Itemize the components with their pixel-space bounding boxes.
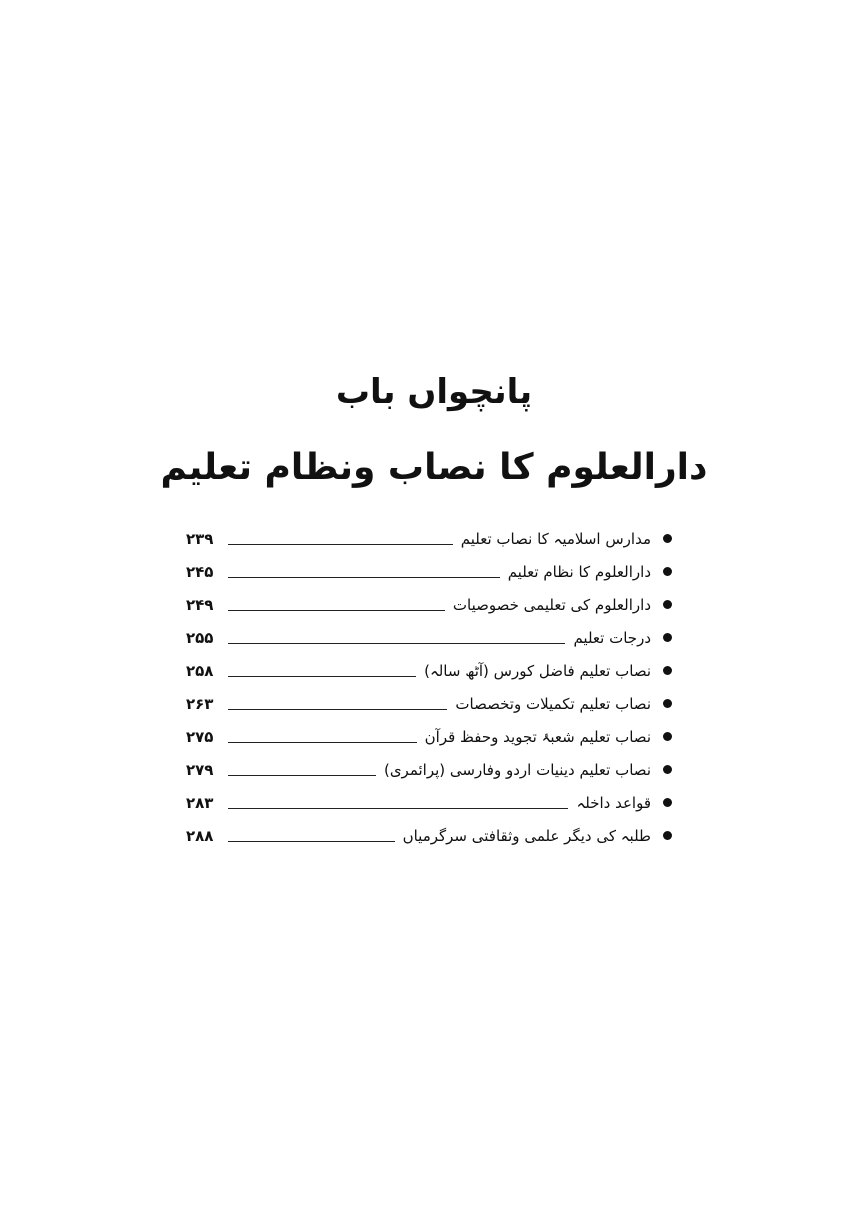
- toc-entry: [186, 522, 672, 555]
- toc-leader-line: [228, 543, 453, 545]
- chapter-label: پانچواں باب: [335, 372, 533, 412]
- bullet-icon: [663, 831, 672, 840]
- toc-page-number: ۲۸۸: [186, 826, 214, 845]
- toc-entry: [186, 555, 672, 588]
- toc-entry-title: نصاب تعلیم دینیات اردو وفارسی (پرائمری): [383, 760, 651, 779]
- toc-entry: [186, 687, 672, 720]
- bullet-icon: [663, 732, 672, 741]
- toc-entry-title: دارالعلوم کی تعلیمی خصوصیات: [452, 595, 651, 614]
- toc-page-number: ۲۵۵: [186, 628, 214, 647]
- toc-page-number: ۲۸۳: [186, 793, 214, 812]
- bullet-icon: [663, 666, 672, 675]
- toc-leader-line: [228, 675, 416, 677]
- toc-page-number: ۲۴۵: [186, 562, 214, 581]
- toc-entry-title: دارالعلوم کا نظام تعلیم: [507, 562, 651, 581]
- toc-page-number: ۲۳۹: [186, 529, 214, 548]
- bullet-icon: [663, 600, 672, 609]
- toc-entry-title: درجات تعلیم: [573, 628, 651, 647]
- toc-leader-line: [228, 807, 568, 809]
- bullet-icon: [663, 699, 672, 708]
- toc-entry: [186, 786, 672, 819]
- toc-leader-line: [228, 609, 445, 611]
- toc-entry-title: نصاب تعلیم تکمیلات وتخصصات: [455, 694, 651, 713]
- toc-entry: [186, 819, 672, 852]
- toc-leader-line: [228, 576, 500, 578]
- table-of-contents: [186, 522, 672, 852]
- toc-leader-line: [228, 774, 376, 776]
- toc-entry-title: نصاب تعلیم شعبۂ تجوید وحفظ قرآن: [424, 727, 651, 746]
- bullet-icon: [663, 765, 672, 774]
- toc-leader-line: [228, 708, 447, 710]
- toc-entry-title: قواعد داخلہ: [576, 793, 651, 812]
- toc-entry: [186, 753, 672, 786]
- toc-leader-line: [228, 741, 417, 743]
- toc-entry-title: طلبہ کی دیگر علمی وثقافتی سرگرمیاں: [402, 826, 651, 845]
- toc-leader-line: [228, 840, 395, 842]
- toc-entry-title: نصاب تعلیم فاضل کورس (آٹھ سالہ): [424, 661, 651, 680]
- bullet-icon: [663, 534, 672, 543]
- toc-page-number: ۲۶۳: [186, 694, 214, 713]
- chapter-title: دارالعلوم کا نصاب ونظام تعلیم: [160, 447, 708, 488]
- toc-page-number: ۲۷۵: [186, 727, 214, 746]
- toc-leader-line: [228, 642, 565, 644]
- bullet-icon: [663, 567, 672, 576]
- bullet-icon: [663, 798, 672, 807]
- toc-entry: [186, 588, 672, 621]
- toc-entry: [186, 621, 672, 654]
- toc-entry-title: مدارس اسلامیہ کا نصاب تعلیم: [460, 529, 651, 548]
- toc-page-number: ۲۴۹: [186, 595, 214, 614]
- toc-page-number: ۲۷۹: [186, 760, 214, 779]
- toc-entry: [186, 720, 672, 753]
- toc-entry: [186, 654, 672, 687]
- toc-page-number: ۲۵۸: [186, 661, 214, 680]
- bullet-icon: [663, 633, 672, 642]
